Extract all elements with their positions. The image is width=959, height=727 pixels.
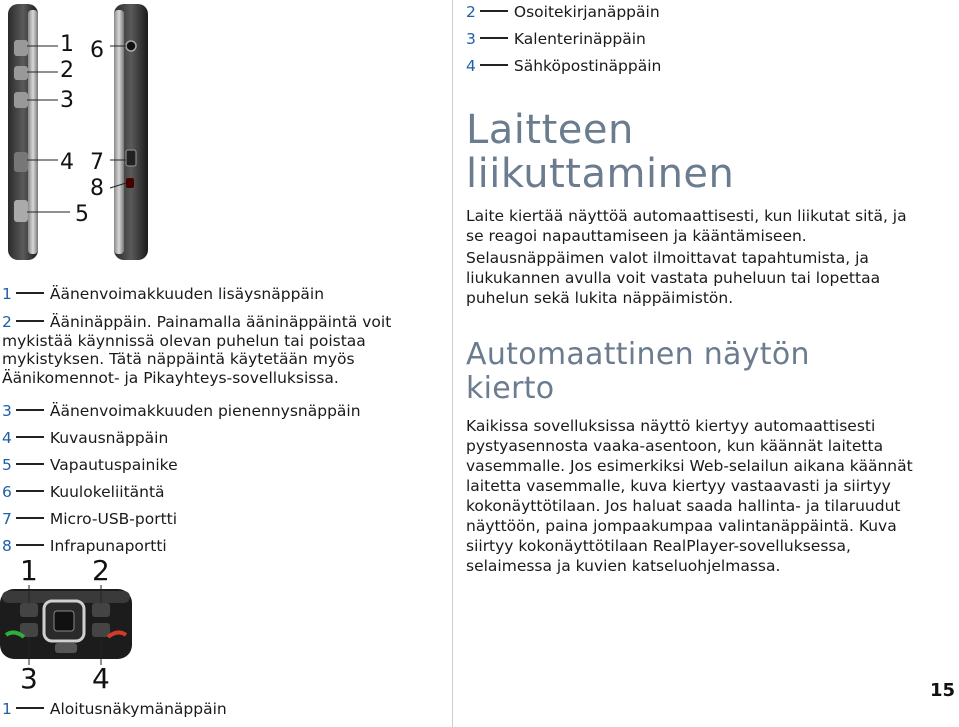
legend-text: Ääninäppäin. Painamalla ääninäppäintä voit mykistää käynnissä olevan puhelun tai poistaa mykistyksen. Tätä näppäintä käytetään myös Äänikomennot- ja Pikayhteys-sovelluksissa.: [2, 313, 392, 387]
column-divider: [452, 0, 453, 727]
legend-left-item-2: [2, 313, 402, 387]
legend-number: 6: [2, 483, 12, 501]
keypad-callout-4: 4: [92, 662, 110, 695]
keypad-callout-1: 1: [20, 554, 38, 587]
keypad-callout-3: 3: [20, 662, 38, 695]
dash-line: [16, 409, 44, 411]
legend-text: Sähköpostinäppäin: [513, 57, 662, 75]
legend-text: Äänenvoimakkuuden lisäysnäppäin: [49, 285, 325, 303]
dash-line: [16, 490, 44, 492]
dash-line: [16, 544, 44, 546]
dash-line: [16, 517, 44, 519]
title-line-1: Automaattinen näytön: [466, 337, 810, 372]
legend-text: Infrapunaportti: [49, 537, 167, 555]
legend-text: Micro-USB-portti: [49, 510, 178, 528]
keypad-illustration: [0, 585, 135, 665]
page-number: 15: [930, 680, 956, 701]
legend-left-item-4: [2, 429, 168, 448]
callout-7: 7: [90, 150, 104, 175]
callout-8: 8: [90, 176, 104, 201]
legend-number: 7: [2, 510, 12, 528]
legend-bottom-item: [2, 700, 227, 719]
dash-line: [480, 37, 508, 39]
legend-left-item-3: [2, 402, 361, 421]
section1-paragraph-2: Selausnäppäimen valot ilmoittavat tapahtumista, ja liukukannen avulla voit vastata puheluun tai lopettaa puhelun sekä lukita näppäimistön.: [466, 249, 881, 307]
legend-number: 1: [2, 700, 12, 718]
legend-text: Aloitusnäkymänäppäin: [49, 700, 227, 718]
legend-number: 4: [466, 57, 476, 75]
dash-line: [16, 320, 44, 322]
section-title-laitteen-liikuttaminen: [466, 108, 734, 196]
legend-left-item-6: [2, 483, 165, 502]
legend-number: 1: [2, 285, 12, 303]
dash-line: [16, 463, 44, 465]
legend-number: 5: [2, 456, 12, 474]
dash-line: [16, 436, 44, 438]
legend-text: Kuvausnäppäin: [49, 429, 169, 447]
title-line-1: Laitteen: [466, 107, 634, 153]
dash-line: [480, 64, 508, 66]
legend-text: Kalenterinäppäin: [513, 30, 646, 48]
legend-text: Kuulokeliitäntä: [49, 483, 165, 501]
legend-left-item-1: [2, 285, 324, 304]
legend-text: Osoitekirjanäppäin: [513, 3, 660, 21]
dash-line: [16, 292, 44, 294]
legend-number: 3: [466, 30, 476, 48]
callout-6: 6: [90, 38, 104, 63]
legend-left-item-5: [2, 456, 178, 475]
callout-4: 4: [60, 150, 74, 175]
section2-paragraph-1: Kaikissa sovelluksissa näyttö kiertyy automaattisesti pystyasennosta vaaka-asentoon, kun käännät laitetta vasemmalle. Jos esimerkiksi Web-selailun aikana käännät laitetta vasemmalle, kuva kiertyy vastaavasti ja siirtyy kokonäyttötilaan. Jos haluat saada hallinta- ja tilaruudut näyttöön, paina jompaakumpaa valintanäppäintä. Kuva siirtyy kokonäyttötilaan RealPlayer-sovelluksessa, selaimessa ja kuvien katseluohjelmassa.: [466, 417, 913, 575]
callout-3: 3: [60, 88, 74, 113]
dash-line: [480, 10, 508, 12]
callout-2: 2: [60, 58, 74, 83]
callout-1: 1: [60, 32, 74, 57]
legend-left-item-7: [2, 510, 177, 529]
legend-text: Vapautuspainike: [49, 456, 178, 474]
legend-text: Äänenvoimakkuuden pienennysnäppäin: [49, 402, 361, 420]
title-line-2: liikuttaminen: [466, 151, 735, 197]
legend-number: 2: [466, 3, 476, 21]
legend-number: 4: [2, 429, 12, 447]
section1-paragraph-1: Laite kiertää näyttöä automaattisesti, kun liikutat sitä, ja se reagoi napauttamiseen ja kääntämiseen.: [466, 207, 907, 245]
section-title-automaattinen-nayton-kierto: [466, 338, 810, 406]
legend-number: 3: [2, 402, 12, 420]
legend-right-item-3: [466, 30, 646, 49]
legend-number: 8: [2, 537, 12, 555]
legend-right-item-2: [466, 3, 660, 22]
callout-5: 5: [75, 202, 89, 227]
legend-right-item-4: [466, 57, 661, 76]
dash-line: [16, 707, 44, 709]
title-line-2: kierto: [466, 371, 555, 406]
keypad-callout-2: 2: [92, 554, 110, 587]
legend-number: 2: [2, 313, 12, 331]
